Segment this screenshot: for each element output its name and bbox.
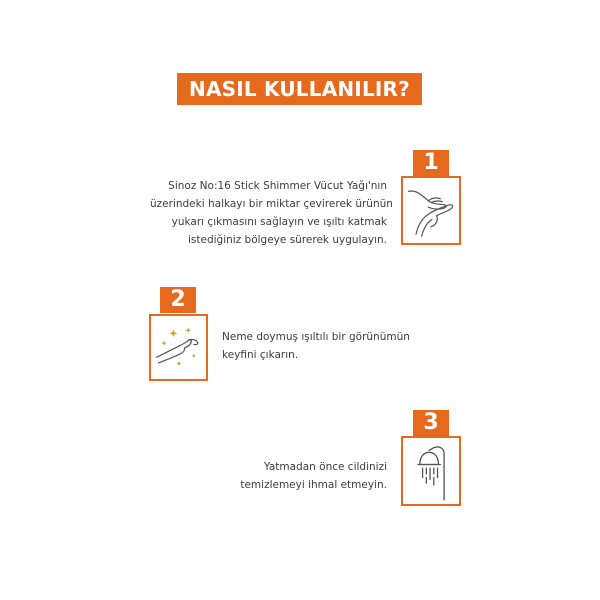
step-1-line: üzerindeki halkayı bir miktar çevirerek ürünün bbox=[150, 198, 393, 210]
shimmering-arm-icon bbox=[151, 316, 206, 379]
step-2-number-badge: 2 bbox=[160, 287, 196, 313]
step-1-line: yukarı çıkmasını sağlayın ve ışıltı katmak bbox=[171, 216, 387, 228]
step-2-description bbox=[222, 328, 412, 364]
step-1-line: Sinoz No:16 Stick Shimmer Vücut Yağı'nın bbox=[168, 180, 387, 192]
step-3-number-badge: 3 bbox=[413, 410, 449, 436]
step-3-description bbox=[230, 458, 387, 494]
step-3-icon-frame bbox=[401, 436, 461, 506]
step-3-line: Yatmadan önce cildinizi bbox=[263, 461, 387, 473]
step-1-description bbox=[150, 177, 393, 249]
shower-icon bbox=[403, 438, 459, 504]
step-2-icon-frame bbox=[149, 314, 208, 381]
step-1-icon-frame bbox=[401, 176, 461, 245]
hands-applying-icon bbox=[403, 178, 459, 243]
step-2-line: keyfini çıkarın. bbox=[222, 349, 299, 361]
step-2-line: Neme doymuş ışıltılı bir görünümün bbox=[222, 331, 410, 343]
step-3-line: temizlemeyi ihmal etmeyin. bbox=[240, 479, 387, 491]
page-title: NASIL KULLANILIR? bbox=[177, 73, 422, 105]
step-1-number-badge: 1 bbox=[413, 150, 449, 176]
step-1-line: istediğiniz bölgeye sürerek uygulayın. bbox=[188, 234, 387, 246]
